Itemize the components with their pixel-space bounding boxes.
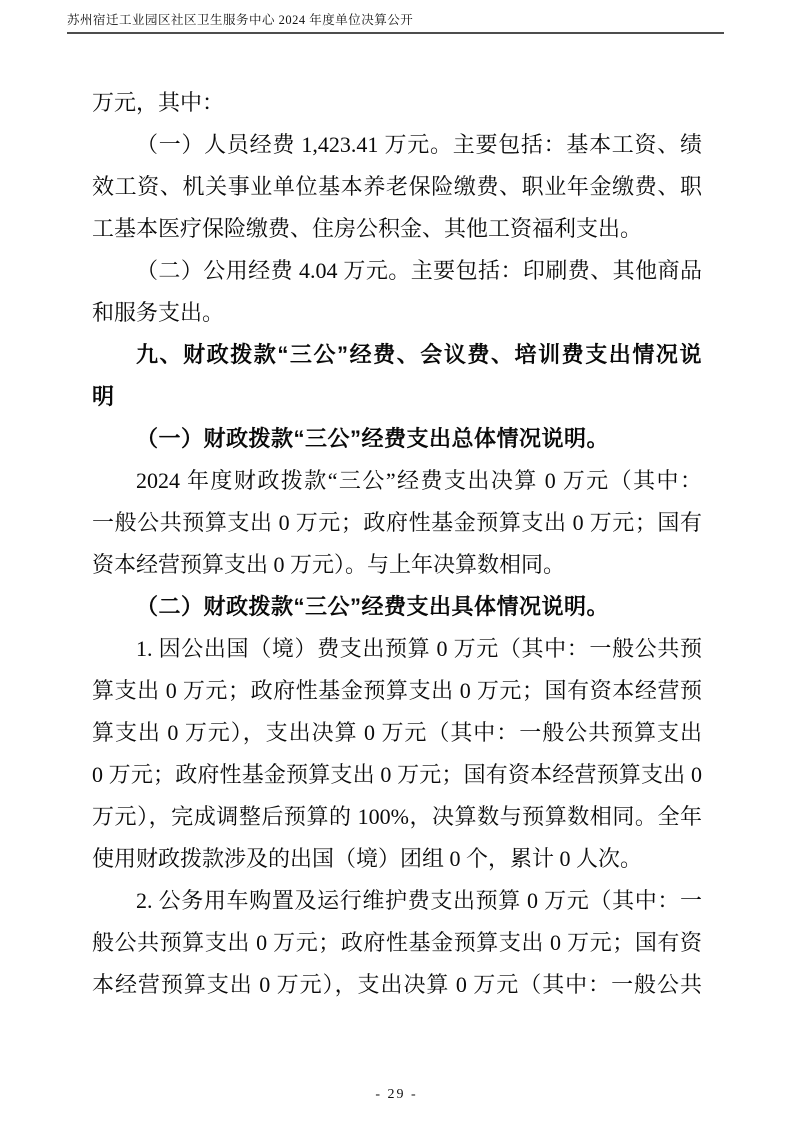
document-line: 效工资、机关事业单位基本养老保险缴费、职业年金缴费、职 bbox=[92, 174, 702, 199]
document-body bbox=[92, 82, 702, 1006]
document-line: （一）人员经费 1,423.41 万元。主要包括：基本工资、绩 bbox=[136, 132, 702, 157]
document-line: 2024 年度财政拨款“三公”经费支出决算 0 万元（其中： bbox=[136, 468, 702, 493]
document-line: 2. 公务用车购置及运行维护费支出预算 0 万元（其中：一 bbox=[136, 888, 702, 913]
document-line: 资本经营预算支出 0 万元）。与上年决算数相同。 bbox=[92, 552, 566, 577]
document-line: 和服务支出。 bbox=[92, 300, 225, 325]
page-footer bbox=[0, 1086, 793, 1104]
document-line: （二）公用经费 4.04 万元。主要包括：印刷费、其他商品 bbox=[136, 258, 702, 283]
page-header-title: 苏州宿迁工业园区社区卫生服务中心 2024 年度单位决算公开 bbox=[67, 13, 414, 27]
document-line: 算支出 0 万元；政府性基金预算支出 0 万元；国有资本经营预 bbox=[92, 678, 702, 703]
document-line: 算支出 0 万元），支出决算 0 万元（其中：一般公共预算支出 bbox=[92, 720, 702, 745]
document-line: 万元），完成调整后预算的 100%，决算数与预算数相同。全年 bbox=[92, 804, 702, 829]
document-line: 使用财政拨款涉及的出国（境）团组 0 个，累计 0 人次。 bbox=[92, 846, 643, 871]
document-subsection-heading: （一）财政拨款“三公”经费支出总体情况说明。 bbox=[136, 426, 610, 451]
document-subsection-heading: （二）财政拨款“三公”经费支出具体情况说明。 bbox=[136, 594, 610, 619]
document-line: 0 万元；政府性基金预算支出 0 万元；国有资本经营预算支出 0 bbox=[92, 762, 702, 787]
document-line: 1. 因公出国（境）费支出预算 0 万元（其中：一般公共预 bbox=[136, 636, 702, 661]
page-number: - 29 - bbox=[375, 1087, 418, 1102]
document-line: 万元，其中： bbox=[92, 90, 225, 115]
document-section-heading: 明 bbox=[92, 384, 115, 409]
page-header bbox=[67, 13, 724, 34]
document-line: 般公共预算支出 0 万元；政府性基金预算支出 0 万元；国有资 bbox=[92, 930, 702, 955]
document-section-heading: 九、财政拨款“三公”经费、会议费、培训费支出情况说 bbox=[136, 342, 702, 367]
document-line: 工基本医疗保险缴费、住房公积金、其他工资福利支出。 bbox=[92, 216, 643, 241]
document-line: 本经营预算支出 0 万元），支出决算 0 万元（其中：一般公共 bbox=[92, 972, 702, 997]
document-line: 一般公共预算支出 0 万元；政府性基金预算支出 0 万元；国有 bbox=[92, 510, 702, 535]
